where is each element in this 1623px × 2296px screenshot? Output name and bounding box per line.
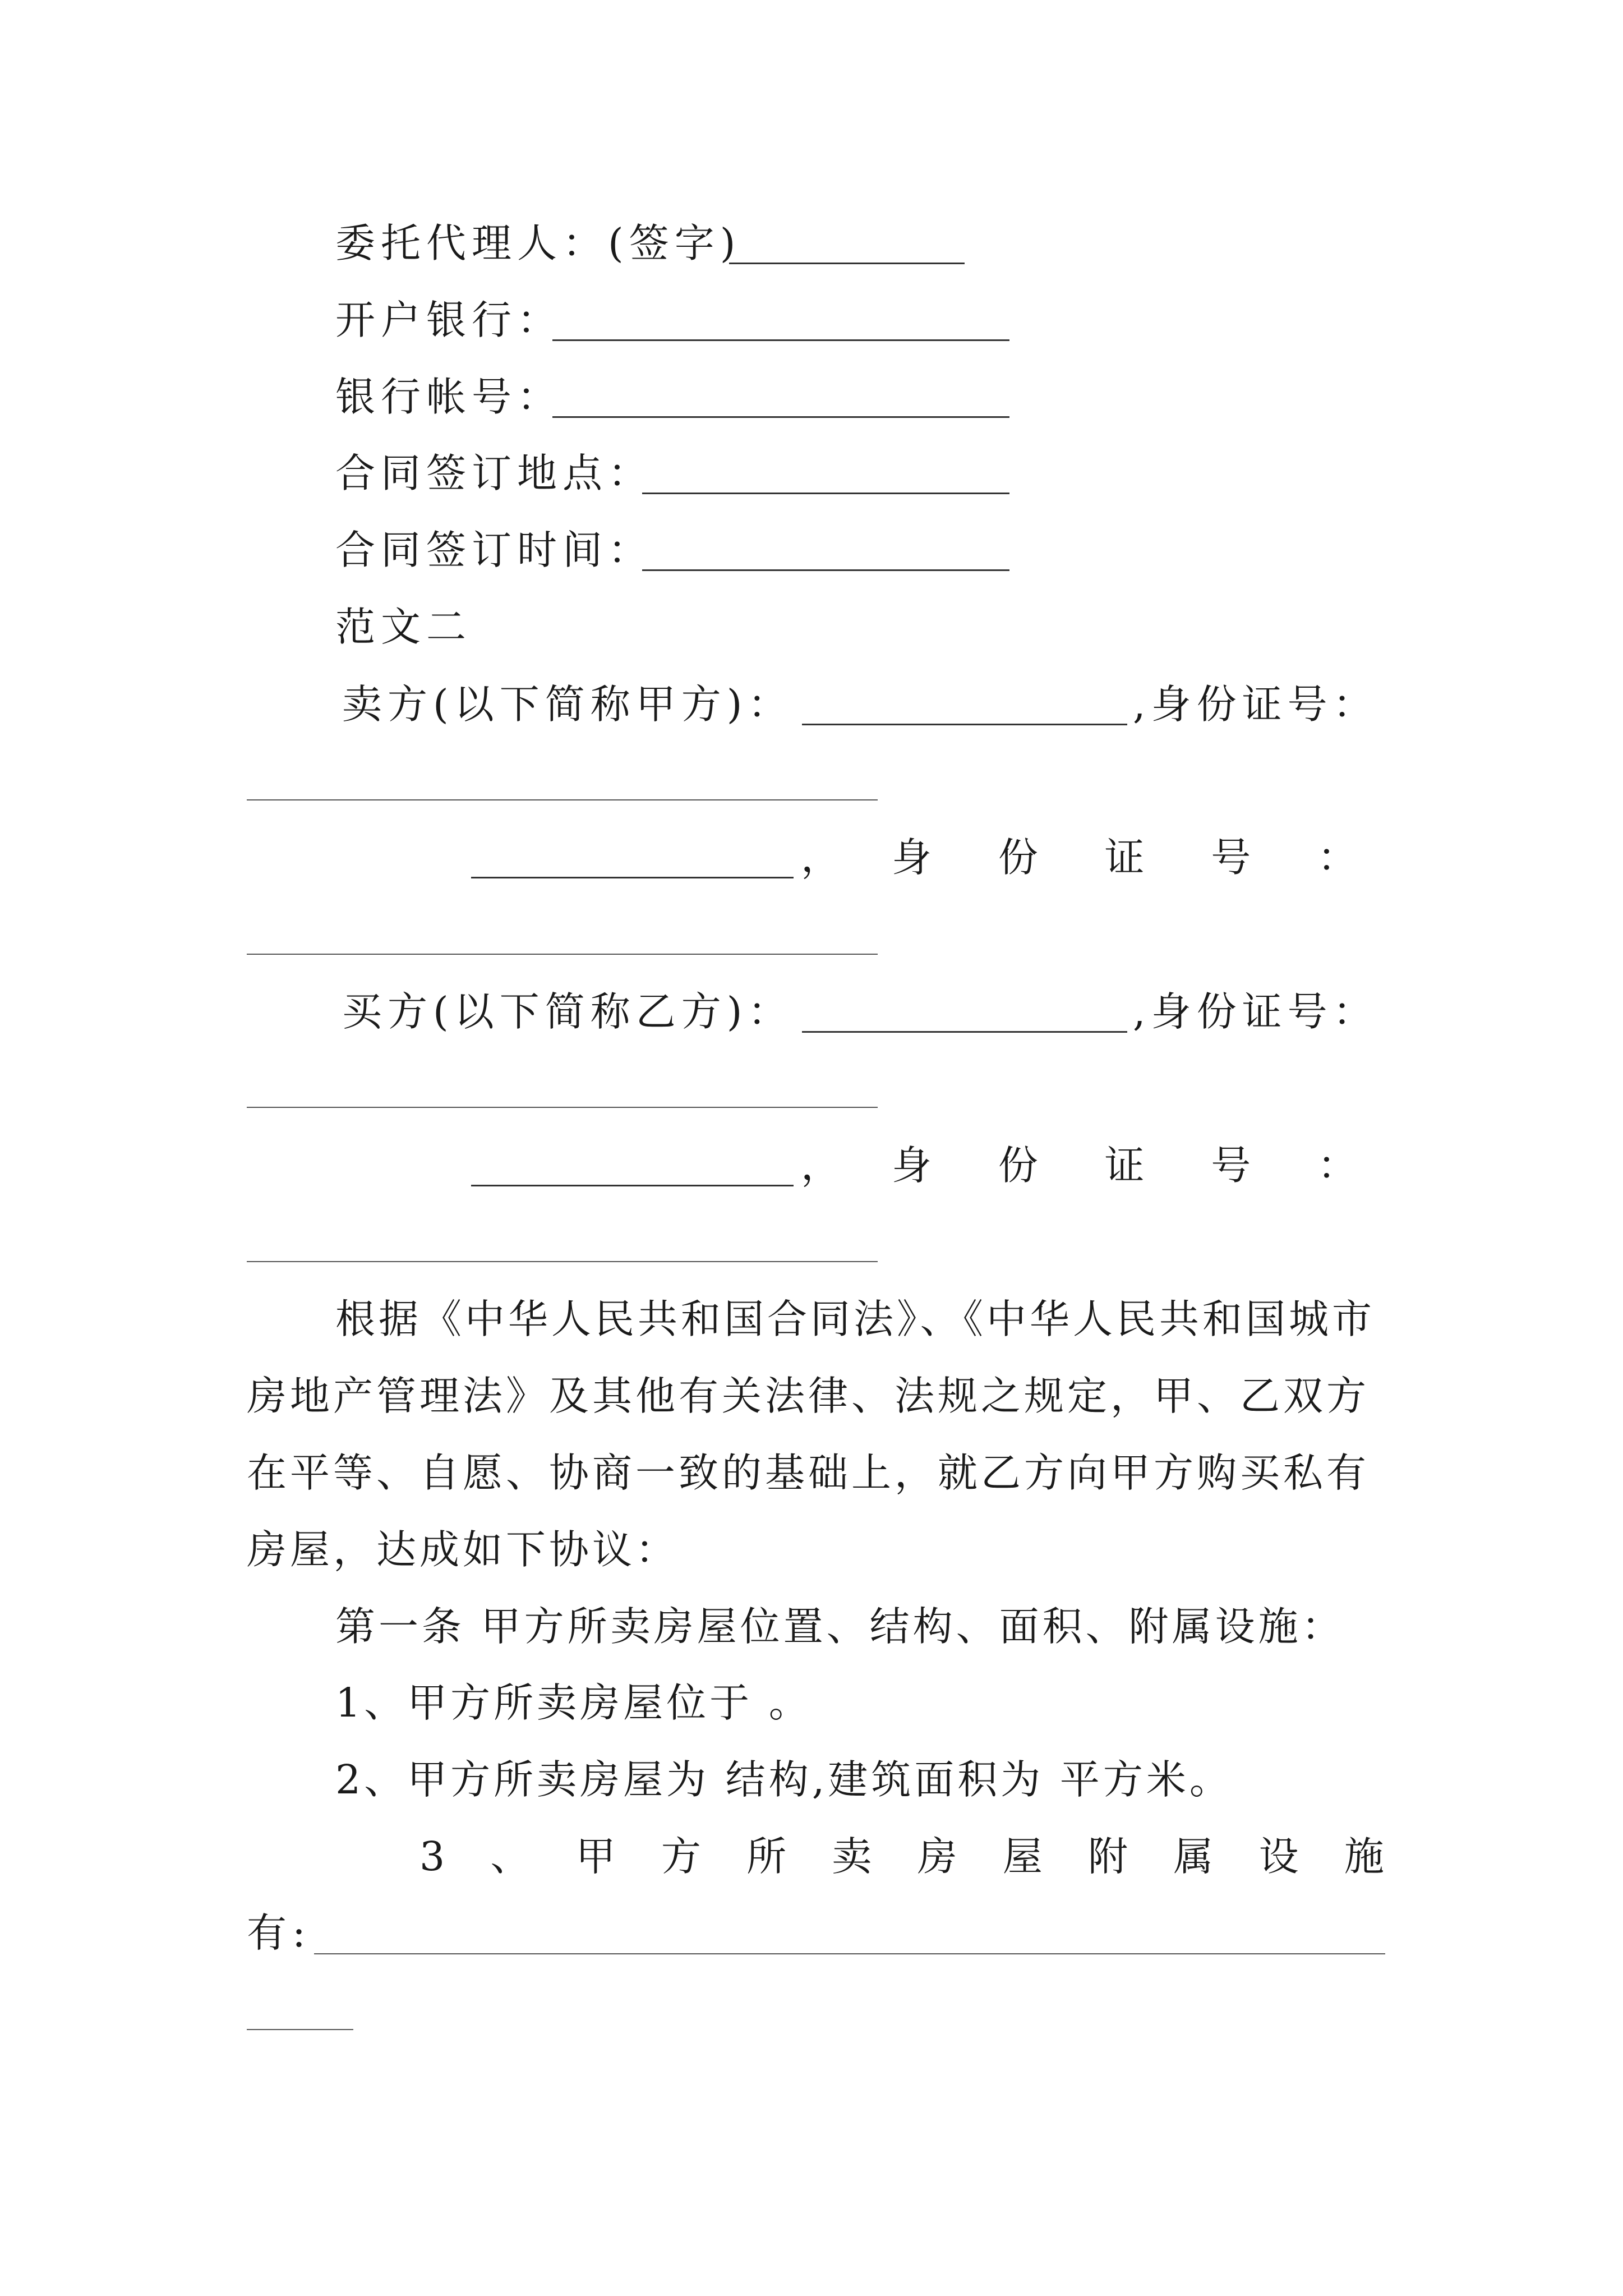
buyer-label: 买方(以下简称乙方)： xyxy=(342,988,794,1035)
item-1: 1、甲方所卖房屋位于 。 xyxy=(335,1680,812,1726)
item-3-char: 房 xyxy=(917,1833,957,1880)
seller-extra-name-blank[interactable] xyxy=(471,877,794,878)
account-label: 银行帐号： xyxy=(335,374,563,420)
id-char: 号 xyxy=(1211,834,1251,881)
id-char: 号 xyxy=(1211,1142,1251,1189)
id-char: ： xyxy=(1317,834,1357,881)
item-3-char: 附 xyxy=(1088,1833,1128,1880)
id-char: 证 xyxy=(1104,834,1145,881)
paragraph-line: 房屋，达成如下协议： xyxy=(247,1526,679,1573)
item-3-char: 屋 xyxy=(1002,1833,1043,1880)
time-blank[interactable] xyxy=(642,569,1009,571)
seller-id-blank[interactable] xyxy=(247,799,878,800)
buyer-extra-comma: ， xyxy=(801,1142,847,1189)
item-3-char: 所 xyxy=(746,1833,787,1880)
article-1-heading: 第一条 甲方所卖房屋位置、结构、面积、附属设施： xyxy=(335,1603,1345,1650)
seller-name-blank[interactable] xyxy=(802,724,1127,725)
item-3-end: 有: xyxy=(247,1910,311,1956)
seller-extra-id-label xyxy=(892,834,1357,881)
buyer-extra-id-blank[interactable] xyxy=(247,1261,878,1262)
item-3-char: 设 xyxy=(1258,1833,1299,1880)
id-char: 证 xyxy=(1104,1142,1145,1189)
id-char: 身 xyxy=(892,1142,932,1189)
item-3-char: 施 xyxy=(1344,1833,1384,1880)
item-3-char: 属 xyxy=(1173,1833,1214,1880)
id-char: 份 xyxy=(998,834,1038,881)
paragraph-line: 房地产管理法》及其他有关法律、法规之规定，甲、乙双方 xyxy=(247,1373,1370,1419)
item-3-char: 3 xyxy=(419,1833,445,1880)
item-3-char: 、 xyxy=(490,1833,531,1880)
seller-label: 卖方(以下简称甲方)： xyxy=(342,681,794,728)
agent-label: 委托代理人：(签字) xyxy=(335,220,741,266)
bank-label: 开户银行： xyxy=(335,297,563,343)
item-3-char: 方 xyxy=(661,1833,701,1880)
buyer-extra-name-blank[interactable] xyxy=(471,1185,794,1186)
place-label: 合同签订地点： xyxy=(335,450,654,496)
item-3-char: 甲 xyxy=(575,1833,616,1880)
bank-blank[interactable] xyxy=(552,339,1009,341)
paragraph-line: 根据《中华人民共和国合同法》、《中华人民共和国城市 xyxy=(335,1296,1376,1342)
seller-extra-comma: ， xyxy=(801,834,847,881)
facilities-blank-continued[interactable] xyxy=(247,2029,353,2030)
id-char: 份 xyxy=(998,1142,1038,1189)
buyer-id-label: ,身份证号： xyxy=(1133,988,1378,1035)
buyer-extra-id-label xyxy=(892,1142,1357,1189)
place-blank[interactable] xyxy=(642,493,1009,494)
buyer-id-blank[interactable] xyxy=(247,1107,878,1108)
seller-id-label: ,身份证号： xyxy=(1133,681,1378,728)
id-char: ： xyxy=(1317,1142,1357,1189)
buyer-name-blank[interactable] xyxy=(802,1031,1127,1033)
item-2: 2、甲方所卖房屋为 结构,建筑面积为 平方米。 xyxy=(335,1756,1233,1803)
account-blank[interactable] xyxy=(552,416,1009,418)
item-3 xyxy=(419,1833,1384,1880)
time-label: 合同签订时间： xyxy=(335,527,654,573)
item-3-char: 卖 xyxy=(832,1833,872,1880)
agent-signature-blank[interactable] xyxy=(729,263,965,264)
facilities-blank[interactable] xyxy=(314,1953,1385,1954)
seller-extra-id-blank[interactable] xyxy=(247,954,878,955)
id-char: 身 xyxy=(892,834,932,881)
section-title: 范文二 xyxy=(335,604,472,650)
paragraph-line: 在平等、自愿、协商一致的基础上，就乙方向甲方购买私有 xyxy=(247,1450,1370,1496)
